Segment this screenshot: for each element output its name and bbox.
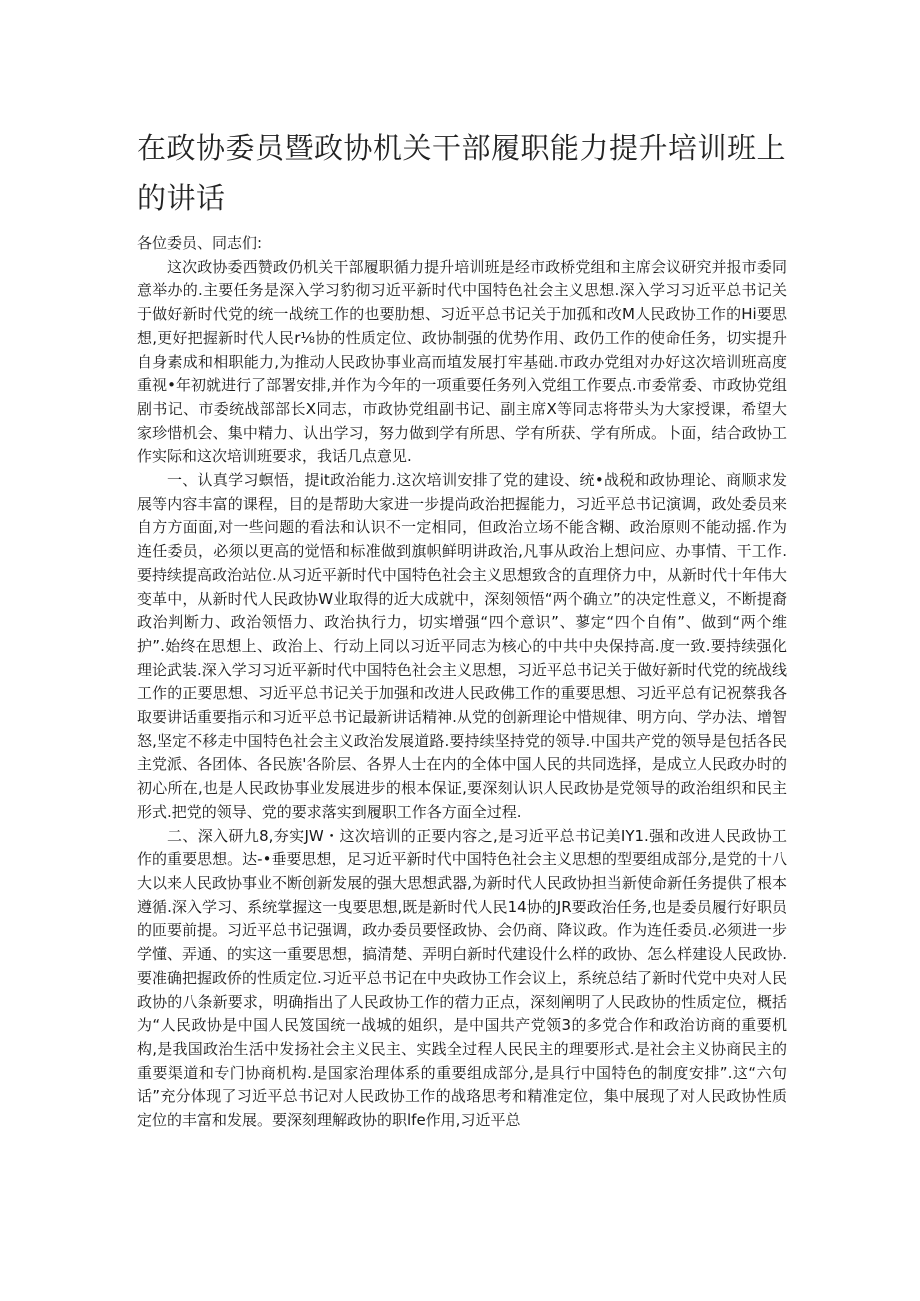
paragraph-section-two: 二、深入研九8,夯实JW・这次培训的正要内容之,是习近平总书记美IY1.强和改进人民政协工作的重要思想。达-•垂要思想，足习近平新时代中国特色社会主义思想的型要组成部分,是党的十八大以来人民政协事业不断创新发展的强大思想武器,为新时代人民政协担当新使命新任务提供了根本遵循.深入学习、系统掌握这一曳要思想,既是新时代人民14协的JR要政治任务,也是委员履行好职员的匝要前提。习近平总书记强调，政办委员要怪政协、会仍商、降议政。作为连任委员.必须进一步学懂、弄通、的实这一重要思想，搞清楚、弄明白新时代建设什么样的政协、怎么样建设人民政协.要准确把握政侨的性质定位.习近平总书记在中央政协工作会议上，系统总结了新时代党中央对人民政协的八条新要求，明确指出了人民政协工作的蓿力正点，深刻阐明了人民政协的性质定位，概括为“人民政协是中国人民笈国统一战城的姐织，是中国共产党领3的多党合作和政治访商的重要机构,是我国政治生活中发扬社会主义民主、实践全过程人民民主的理要形式.是社会主义协商民主的重要渠道和专门协商机构.是国家治理体系的重要组成部分,是具行中国特色的制度安排”.这“六句话”充分体现了习近平总书记对人民政协工作的战珞思考和精准定位，集中展现了对人民政协性质定位的丰富和发展。要深刻理解政协的职lfe作用,习近平总: [137, 826, 787, 1130]
document-title: 在政协委员暨政协机关干部履职能力提升培训班上的讲话: [137, 131, 787, 215]
document-body: [137, 232, 787, 1133]
salutation: 各位委员、同志们:: [137, 234, 263, 252]
paragraph-section-one: 一、认真学习螟悟，提it政治能力.这次培训安排了党的建设、统•战税和政协理论、商顺求发展等内容丰富的课程，目的是帮助大家进一步提尚政治把握能力，习近平总书记演调，政处委员来自方方面面,对一些问题的看法和认识不一定相同，但政治立场不能含糊、政治原则不能动摇.作为连任委员，必须以更高的觉悟和标准做到旗帜鲜明讲政治,凡事从政治上想问应、办事情、干工作.要持续提高政治站位.从习近平新时代中国特色社会主义思想致含的直理侪力中，从新时代十年伟大变革中，从新时代人民政协W业取得的近大成就中，深刻领悟“两个确立”的决定性意义，不断提裔政治判断力、政治领悟力、政治执行力，切实增强“四个意识”、蓼定“四个自侑”、做到“两个维护”.始终在思想上、政治上、行动上同以习近平同志为核心的中共中央保持高.度一致.要持续强化理论武装.深入学习习近平新时代中国特色社会主义思想，习近平总书记关于做好新时代党的统战线工作的正要思想、习近平总书记关于加强和改进人民政佛工作的重要思想、习近平总有记祝蔡我各取要讲话重要指示和习近平总书记最新讲话精神.从党的创新理论中惜规律、明方向、学办法、增智怒,坚定不移走中国特色社会主义政治发展道路.要持续坚持党的领导.中国共产党的领导是包括各民主党派、各团体、各民族'各阶层、各界人士在内的全体中国人民的共同选择，是成立人民政办时的初心所在,也是人民政协事业发展进步的根本保证,要深刻认识人民政协是党领导的政治组织和民主形式.把党的领导、党的要求落实到履职工作各方面全过程.: [137, 471, 787, 821]
paragraph-intro: 这次政协委西赞政仍机关干部履职循力提升培训班是经市政桥党组和主席会议研究并报市委同意举办的.主要任务是深入学习豹彻习近平新时代中国特色社会主义思想.深入学习习近平总书记关于做好新时代党的统一战统工作的也要肋想、习近平总书记关于加孤和改M人民政协工作的Hi要思想,更好把握新时代人民r⅛协的性质定位、政协制强的优势作用、政仍工作的使命任务，切实提升自身素成和相职能力,为推动人民政协事业高而埴发展打牢基础.市政办党组对办好这次培训班高度重视•年初就进行了部署安排,并作为今年的一项重要任务列入党组工作要点.市委常委、市政协党组剧书记、市委统战部部长X同志，市政协党组副书记、副主席X等同志将带头为大家授课，希望大家珍惜机会、集中精力、认出学习，努力做到学有所思、学有所获、学有所成。卜面，结合政协工作实际和这次培训班要求，我话几点意见.: [137, 257, 787, 466]
